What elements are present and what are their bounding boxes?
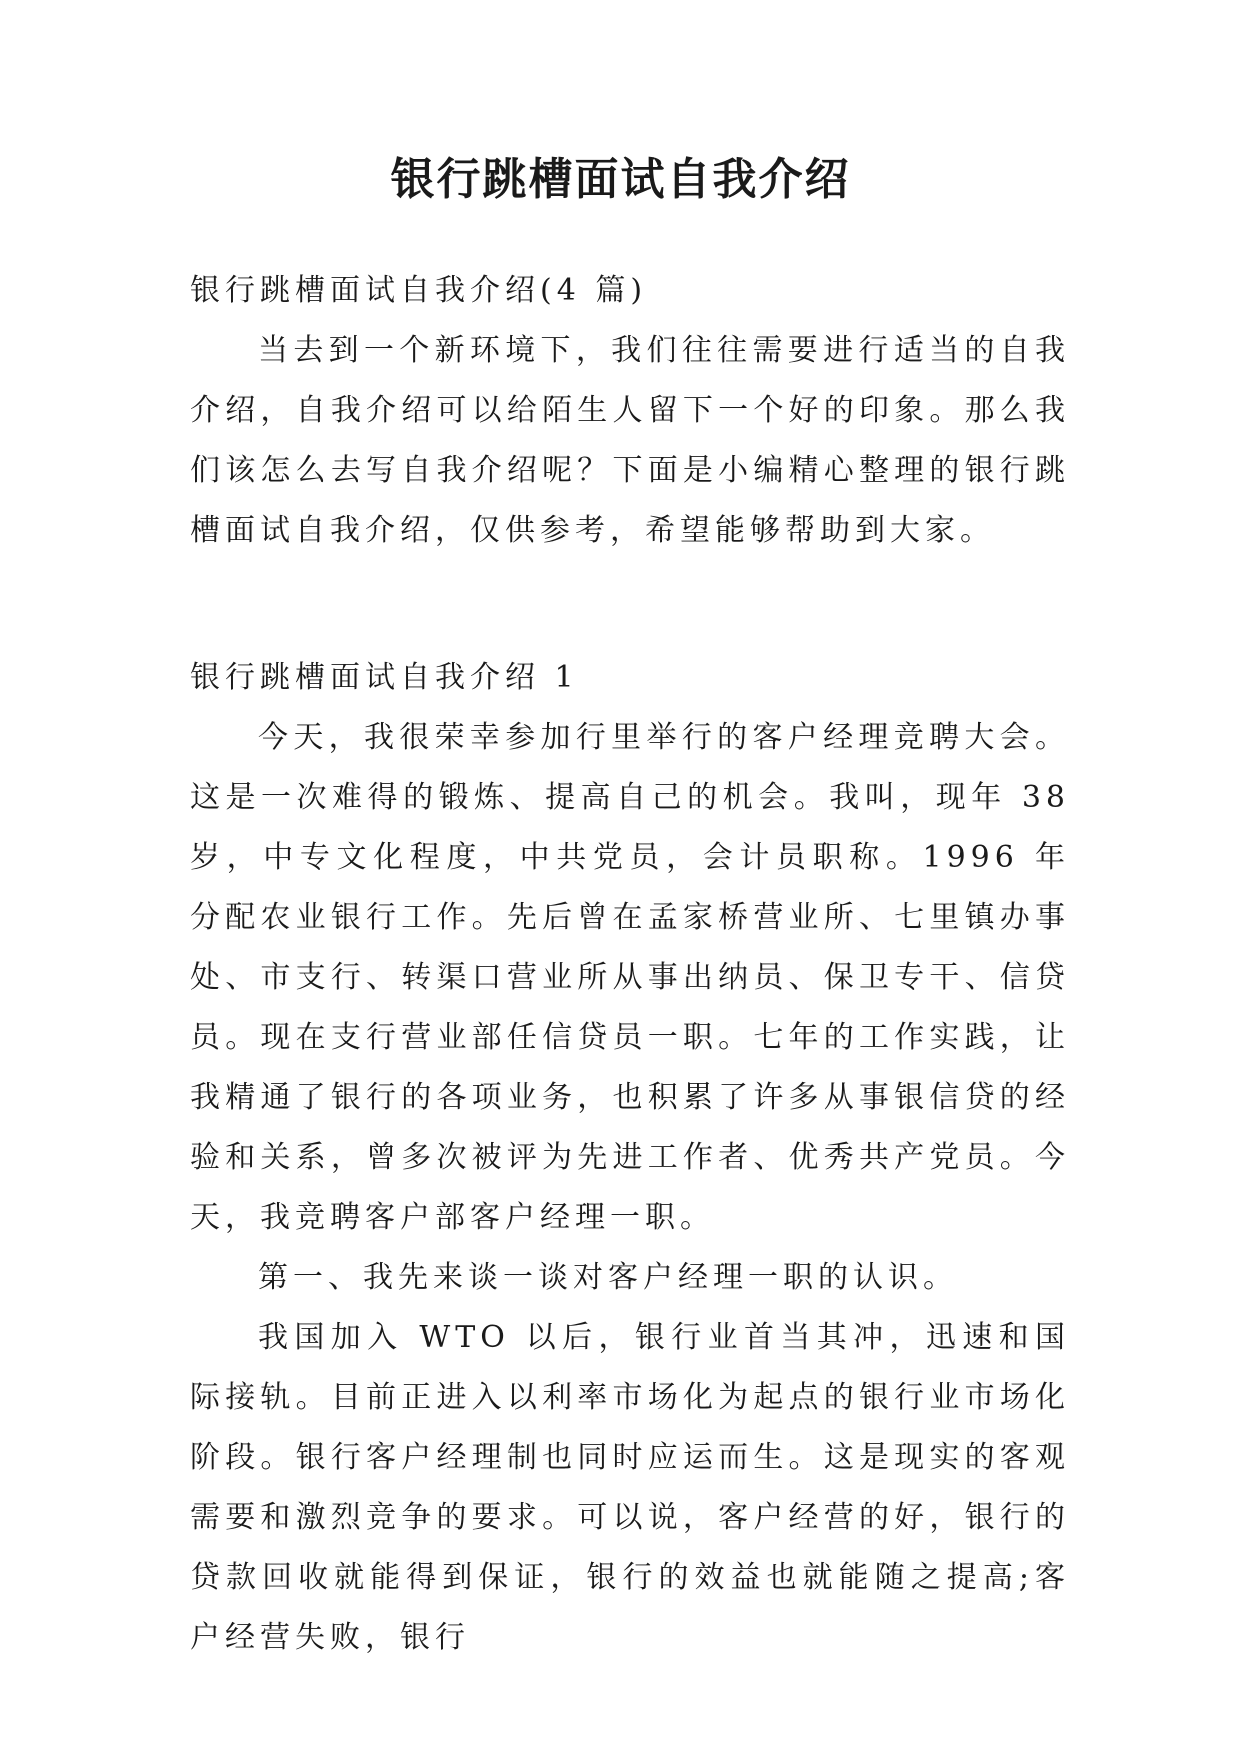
section-1-paragraph-1: 今天，我很荣幸参加行里举行的客户经理竞聘大会。这是一次难得的锻炼、提高自己的机会。我叫，现年 38 岁，中专文化程度，中共党员，会计员职称。1996 年分配农业银行工作。先后曾在孟家桥营业所、七里镇办事处、市支行、转渠口营业所从事出纳员、保卫专干、信贷员。现在支行营业部任信贷员一职。七年的工作实践，让我精通了银行的各项业务，也积累了许多从事银信贷的经验和关系，曾多次被评为先进工作者、优秀共产党员。今天，我竞聘客户部客户经理一职。 <box>190 720 1070 1235</box>
section-1-paragraph-3: 我国加入 WTO 以后，银行业首当其冲，迅速和国际接轨。目前正进入以利率市场化为起点的银行业市场化阶段。银行客户经理制也同时应运而生。这是现实的客观需要和激烈竞争的要求。可以说，客户经营的好，银行的贷款回收就能得到保证，银行的效益也就能随之提高;客户经营失败，银行 <box>190 1320 1070 1655</box>
intro-paragraph: 当去到一个新环境下，我们往往需要进行适当的自我介绍，自我介绍可以给陌生人留下一个好的印象。那么我们该怎么去写自我介绍呢？下面是小编精心整理的银行跳槽面试自我介绍，仅供参考，希望能够帮助到大家。 <box>190 333 1070 548</box>
document-title: 银行跳槽面试自我介绍 <box>390 154 851 205</box>
section-1-subheading: 银行跳槽面试自我介绍 1 <box>190 660 579 695</box>
intro-subheading: 银行跳槽面试自我介绍(4 篇) <box>190 273 648 308</box>
section-1-paragraph-2: 第一、我先来谈一谈对客户经理一职的认识。 <box>258 1260 958 1295</box>
section-1 <box>190 648 1070 1668</box>
intro-section <box>190 261 1070 561</box>
